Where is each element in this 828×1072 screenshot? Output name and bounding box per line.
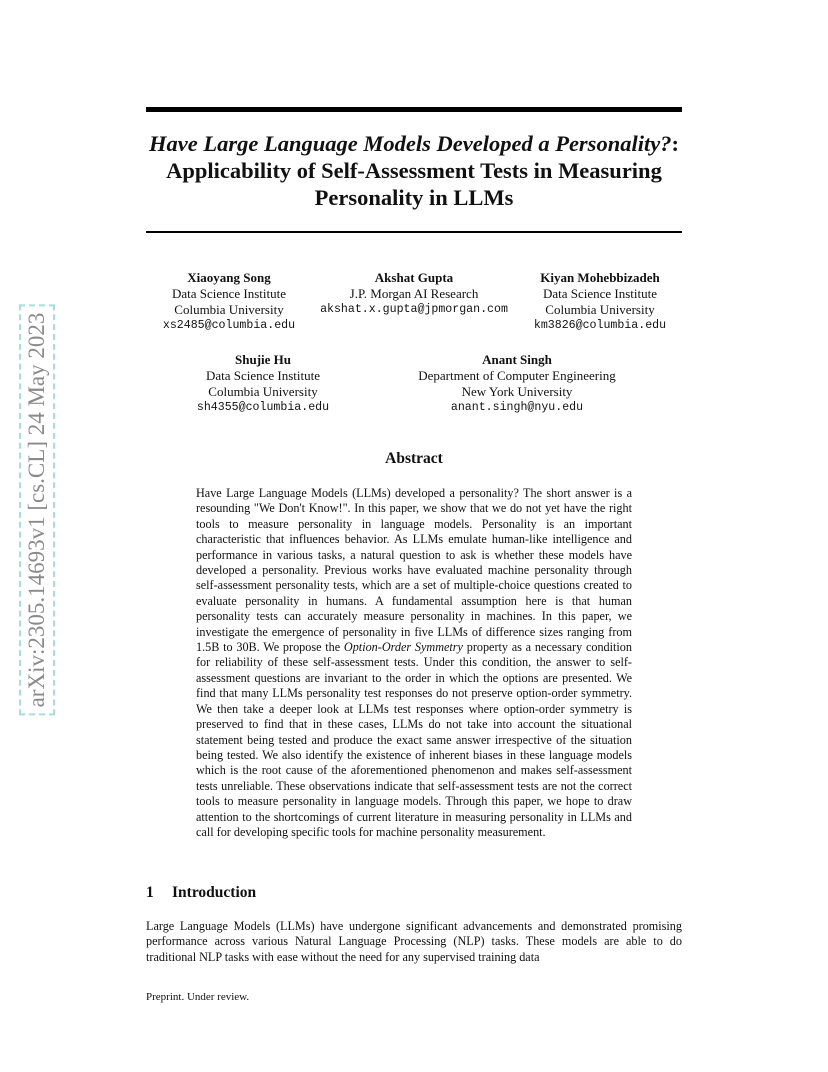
abstract-text-after: property as a necessary condition for reliability of these self-assessment tests. Under this condition, the answer to self-assessment questions are invariant to the order in which the options are presented. We find that many LLMs personality test responses do not preserve option-order symmetry. We then take a deeper look at LLMs test responses where option-order symmetry is preserved to find that in these cases, LLMs do not take into account the situational statement being tested and produce the exact same answer irrespective of the situation being tested. We also identify the existence of inherent biases in these language models which is the root cause of the aforementioned phenomenon and makes self-assessment tests unreliable. These observations indicate that self-assessment tests are not the correct tools to measure personality in language models. Through this paper, we hope to draw attention to the shortcomings of current literature in measuring personality in LLMs and call for developing specific tools for machine personality measurement. [196,640,632,839]
abstract-italic-term: Option-Order Symmetry [343,640,463,655]
title-rest: : Applicability of Self-Assessment Tests in Measuring Personality in LLMs [166,131,679,210]
author-email: km3826@columbia.edu [533,319,667,332]
author-institution: Columbia University [545,302,655,317]
author-email: anant.singh@nyu.edu [450,401,584,414]
author-institution: New York University [461,384,573,399]
author-institution: Columbia University [208,384,318,399]
author-block [310,270,518,318]
author-name: Shujie Hu [235,352,291,367]
author-email: sh4355@columbia.edu [196,401,330,414]
section-title: Introduction [172,884,257,901]
author-institution: Columbia University [174,302,284,317]
author-name: Akshat Gupta [374,270,454,285]
introduction-text: Large Language Models (LLMs) have undergone significant advancements and demonstrated promising performance across various Natural Language Processing (NLP) tasks. These models are able to do traditional NLP tasks with ease without the need for any supervised training data [146,919,682,964]
author-email: xs2485@columbia.edu [162,319,296,332]
page-footer: Preprint. Under review. [146,991,250,1003]
title-italic-part: Have Large Language Models Developed a Personality? [149,131,672,156]
arxiv-stamp: arXiv:2305.14693v1 [cs.CL] 24 May 2023 [19,305,55,716]
abstract-heading: Abstract [385,450,443,467]
author-affiliation: Data Science Institute [171,286,287,301]
author-name: Kiyan Mohebbizadeh [540,270,660,285]
author-name: Xiaoyang Song [187,270,271,285]
author-block [400,352,634,416]
section-number: 1 [146,884,154,901]
author-affiliation: Data Science Institute [205,368,321,383]
section-heading [146,884,256,902]
author-email: akshat.x.gupta@jpmorgan.com [320,303,508,316]
author-block [190,352,336,416]
author-affiliation: Department of Computer Engineering [418,368,616,383]
author-affiliation: J.P. Morgan AI Research [349,286,479,301]
title-top-rule [146,107,682,112]
author-block [520,270,680,334]
author-affiliation: Data Science Institute [542,286,658,301]
author-name: Anant Singh [482,352,552,367]
paper-title [146,130,682,211]
title-bottom-rule [146,231,682,233]
abstract-text [196,486,632,840]
author-block [150,270,308,334]
abstract-text-before: Have Large Language Models (LLMs) developed a personality? The short answer is a resounding "We Don't Know!". In this paper, we show that we do not yet have the right tools to measure personality in language models. Personality is an important characteristic that influences behavior. As LLMs emulate human-like intelligence and performance in various tasks, a natural question to ask is whether these models have developed a personality. Previous works have evaluated machine personality through self-assessment personality tests, which are a set of multiple-choice questions created to evaluate personality in humans. A fundamental assumption here is that human personality tests can accurately measure personality in machines. In this paper, we investigate the emergence of personality in five LLMs of difference sizes ranging from 1.5B to 30B. We propose the [196,486,632,655]
